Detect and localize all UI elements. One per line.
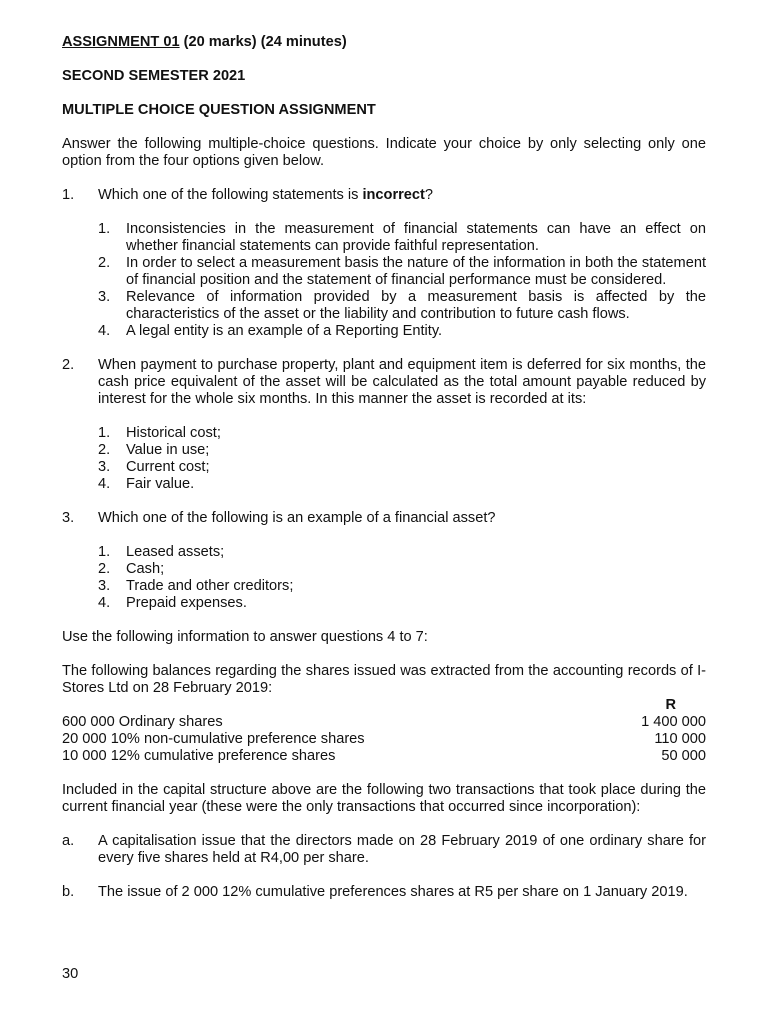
- page-number: 30: [62, 966, 79, 982]
- question-number: 1.: [62, 187, 75, 203]
- option-number: 2.: [98, 561, 111, 577]
- question-text-part: Which one of the following statements is: [98, 187, 363, 203]
- marks-time: (20 marks) (24 minutes): [179, 34, 347, 50]
- question-number: 2.: [62, 357, 75, 373]
- question-text: When payment to purchase property, plant and equipment item is deferred for six months, the cash price equivalent of the asset will be calculated as the total amount payable reduced by interest for the whole six months. In this manner the asset is recorded at its:: [98, 357, 706, 407]
- balance-amount: 110 000: [654, 731, 706, 747]
- options-list: [98, 221, 706, 340]
- option-item[interactable]: [98, 289, 706, 323]
- table-row: [62, 714, 706, 731]
- option-number: 3.: [98, 289, 111, 305]
- balances-header-cell: [586, 697, 706, 714]
- option-text: Historical cost;: [126, 425, 221, 441]
- transaction-text: The issue of 2 000 12% cumulative preferences shares at R5 per share on 1 January 2019.: [98, 884, 688, 900]
- currency-header: R: [665, 697, 676, 713]
- balances-header-spacer: [62, 697, 586, 714]
- table-row: [62, 748, 706, 765]
- option-text: Leased assets;: [126, 544, 225, 560]
- assignment-label: ASSIGNMENT 01: [62, 34, 180, 50]
- instructions: Answer the following multiple-choice questions. Indicate your choice by only selecting only one option from the four options given below.: [62, 136, 706, 169]
- option-number: 2.: [98, 255, 111, 271]
- balance-label: 10 000 12% cumulative preference shares: [62, 748, 336, 764]
- balance-amount: 1 400 000: [641, 714, 706, 730]
- option-text: Relevance of information provided by a measurement basis is affected by the characteristics of the asset or the liability and contribution to future cash flows.: [126, 289, 706, 322]
- question-text: Which one of the following is an example of a financial asset?: [98, 510, 496, 526]
- transaction-letter: b.: [62, 884, 75, 900]
- option-number: 4.: [98, 595, 111, 611]
- assignment-title: [62, 34, 706, 51]
- balance-label: 600 000 Ordinary shares: [62, 714, 223, 730]
- option-item[interactable]: [98, 595, 706, 612]
- question-1: [62, 187, 706, 340]
- option-text: Prepaid expenses.: [126, 595, 247, 611]
- transaction-letter: a.: [62, 833, 75, 849]
- balances-intro: The following balances regarding the shares issued was extracted from the accounting records of I-Stores Ltd on 28 February 2019:: [62, 663, 706, 696]
- option-item[interactable]: [98, 578, 706, 595]
- question-text: [98, 187, 706, 204]
- option-text: Fair value.: [126, 476, 195, 492]
- option-item[interactable]: [98, 459, 706, 476]
- option-text: Value in use;: [126, 442, 210, 458]
- option-text: Inconsistencies in the measurement of financial statements can have an effect on whether financial statements can provide faithful representation.: [126, 221, 706, 254]
- question-2: [62, 357, 706, 493]
- option-item[interactable]: [98, 442, 706, 459]
- option-text: Current cost;: [126, 459, 210, 475]
- option-text: Trade and other creditors;: [126, 578, 294, 594]
- option-text: Cash;: [126, 561, 165, 577]
- question-text-part: ?: [424, 187, 434, 203]
- transaction-text: A capitalisation issue that the directors made on 28 February 2019 of one ordinary share for every five shares held at R4,00 per share.: [98, 833, 706, 866]
- balances-table: [62, 697, 706, 765]
- option-item[interactable]: [98, 561, 706, 578]
- options-list: [98, 544, 706, 612]
- option-number: 3.: [98, 459, 111, 475]
- table-row: [62, 731, 706, 748]
- included-text: Included in the capital structure above are the following two transactions that took place during the current financial year (these were the only transactions that occurred since incorporation):: [62, 782, 706, 815]
- option-number: 4.: [98, 323, 111, 339]
- semester-heading: SECOND SEMESTER 2021: [62, 68, 246, 84]
- document-page: [62, 34, 706, 901]
- option-item[interactable]: [98, 323, 706, 340]
- use-info-text: Use the following information to answer questions 4 to 7:: [62, 629, 428, 645]
- transaction-b: [62, 884, 706, 901]
- option-item[interactable]: [98, 255, 706, 289]
- option-number: 1.: [98, 221, 111, 237]
- transaction-a: [62, 833, 706, 867]
- option-item[interactable]: [98, 221, 706, 255]
- option-item[interactable]: [98, 476, 706, 493]
- option-number: 1.: [98, 425, 111, 441]
- balance-amount: 50 000: [661, 748, 706, 764]
- assignment-type-heading: MULTIPLE CHOICE QUESTION ASSIGNMENT: [62, 102, 376, 118]
- option-number: 4.: [98, 476, 111, 492]
- option-text: In order to select a measurement basis the nature of the information in both the statement of financial position and the statement of financial performance must be considered.: [126, 255, 706, 288]
- question-emphasis: incorrect: [362, 187, 425, 203]
- question-3: [62, 510, 706, 612]
- option-item[interactable]: [98, 544, 706, 561]
- option-item[interactable]: [98, 425, 706, 442]
- balance-label: 20 000 10% non-cumulative preference shares: [62, 731, 365, 747]
- option-number: 3.: [98, 578, 111, 594]
- option-text: A legal entity is an example of a Reporting Entity.: [126, 323, 443, 339]
- options-list: [98, 425, 706, 493]
- option-number: 2.: [98, 442, 111, 458]
- question-number: 3.: [62, 510, 75, 526]
- option-number: 1.: [98, 544, 111, 560]
